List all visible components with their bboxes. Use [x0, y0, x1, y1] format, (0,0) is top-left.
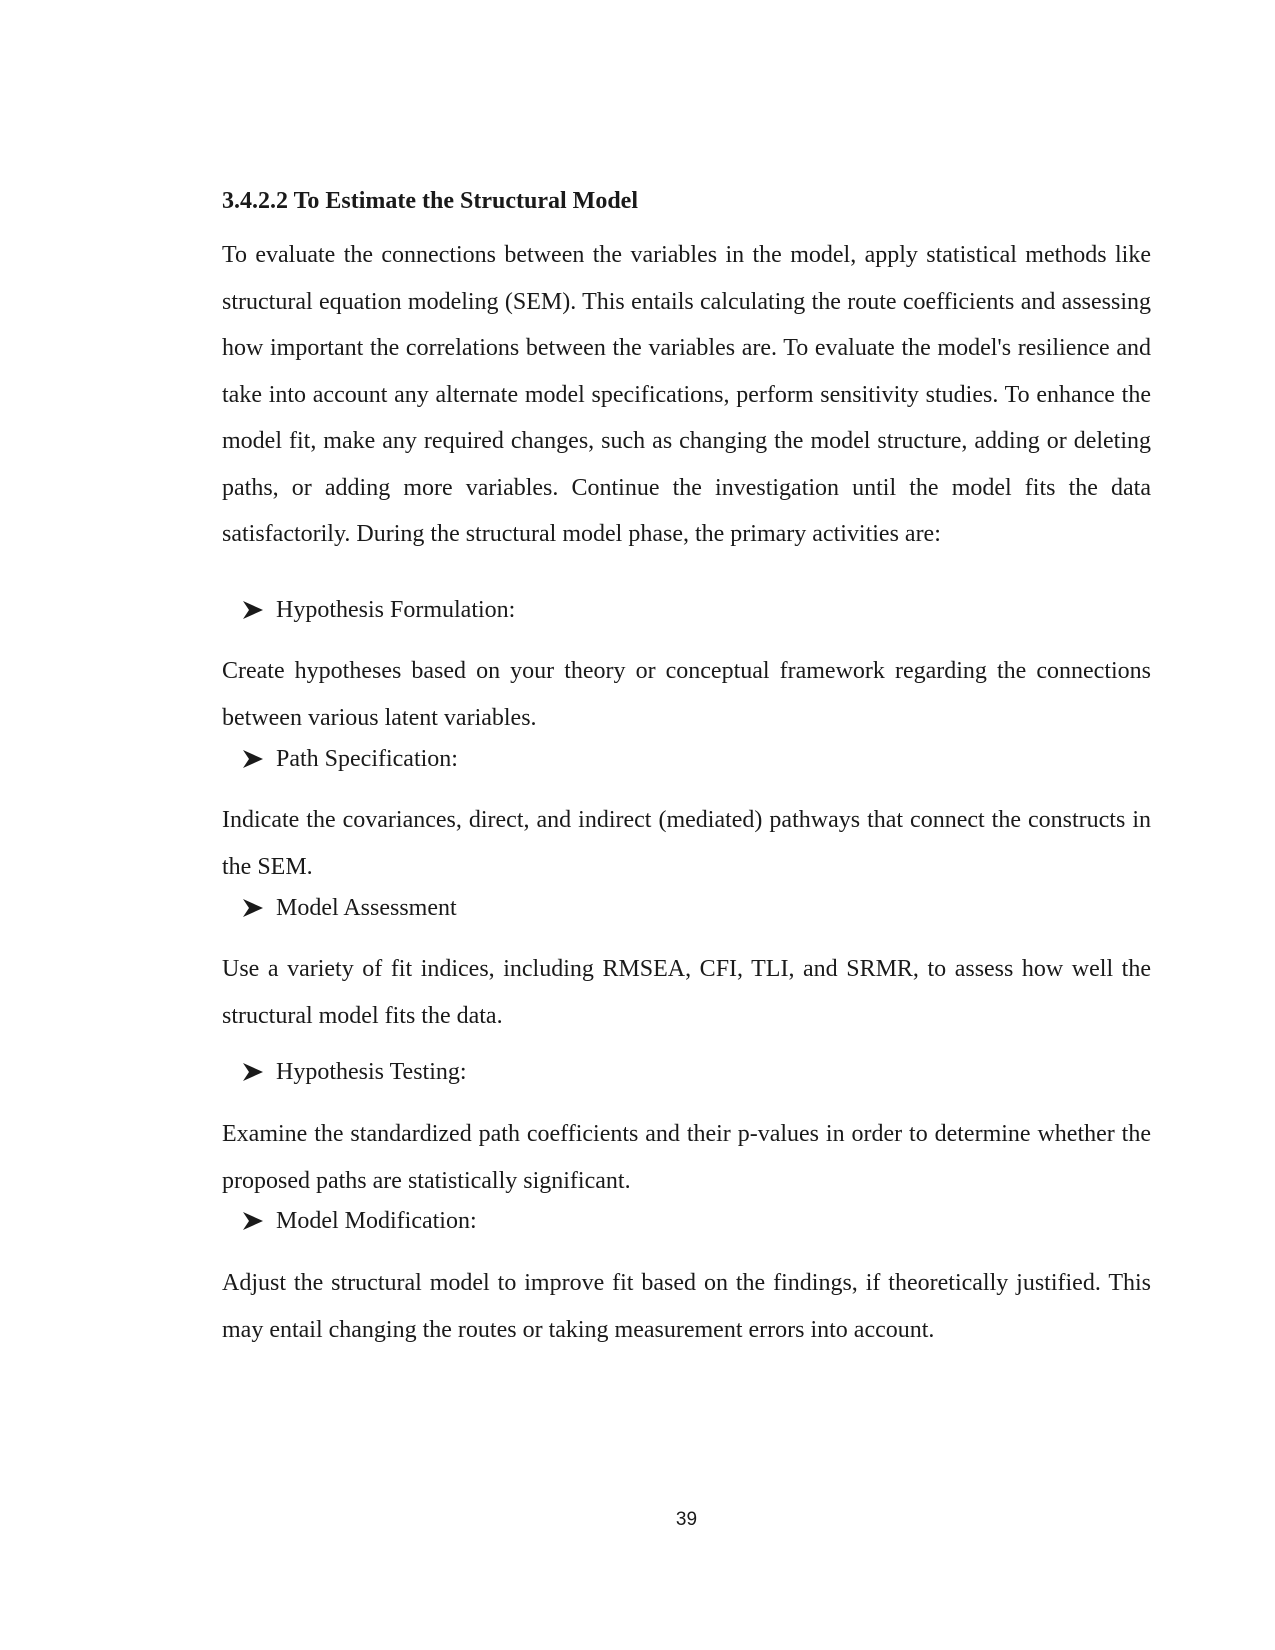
bullet-item-model-assessment — [242, 890, 457, 926]
section-heading: 3.4.2.2 To Estimate the Structural Model — [222, 188, 638, 214]
activity-paragraph: Create hypotheses based on your theory or conceptual framework regarding the connections between various latent variables. — [222, 658, 1151, 731]
activity-paragraph: Use a variety of fit indices, including RMSEA, CFI, TLI, and SRMR, to assess how well the structural model fits the data. — [222, 956, 1151, 1029]
arrowhead-bullet-icon — [242, 1211, 276, 1231]
bullet-label: Path Specification: — [276, 746, 458, 772]
page-number: 39 — [675, 1509, 698, 1530]
activity-paragraph: Examine the standardized path coefficients and their p-values in order to determine whether the proposed paths are statistically significant. — [222, 1121, 1151, 1194]
arrowhead-bullet-icon — [242, 600, 276, 620]
arrowhead-bullet-icon — [242, 898, 276, 918]
bullet-item-hypothesis-formulation — [242, 592, 515, 628]
activity-paragraph: Indicate the covariances, direct, and indirect (mediated) pathways that connect the constructs in the SEM. — [222, 807, 1151, 880]
intro-paragraph: To evaluate the connections between the variables in the model, apply statistical methods like structural equation modeling (SEM). This entails calculating the route coefficients and assessing how important the correlations between the variables are. To evaluate the model's resilience and take into account any alternate model specifications, perform sensitivity studies. To enhance the model fit, make any required changes, such as changing the model structure, adding or deleting paths, or adding more variables. Continue the investigation until the model fits the data satisfactorily. During the structural model phase, the primary activities are: — [222, 242, 1151, 547]
bullet-item-hypothesis-testing — [242, 1054, 467, 1090]
bullet-label: Hypothesis Testing: — [276, 1059, 467, 1085]
arrowhead-bullet-icon — [242, 1062, 276, 1082]
bullet-label: Model Assessment — [276, 895, 457, 921]
bullet-label: Hypothesis Formulation: — [276, 597, 516, 623]
bullet-item-path-specification — [242, 741, 458, 777]
bullet-label: Model Modification: — [276, 1208, 477, 1234]
activity-paragraph: Adjust the structural model to improve fit based on the findings, if theoretically justified. This may entail changing the routes or taking measurement errors into account. — [222, 1270, 1151, 1343]
document-page — [222, 0, 1151, 1650]
bullet-item-model-modification — [242, 1203, 477, 1239]
arrowhead-bullet-icon — [242, 749, 276, 769]
